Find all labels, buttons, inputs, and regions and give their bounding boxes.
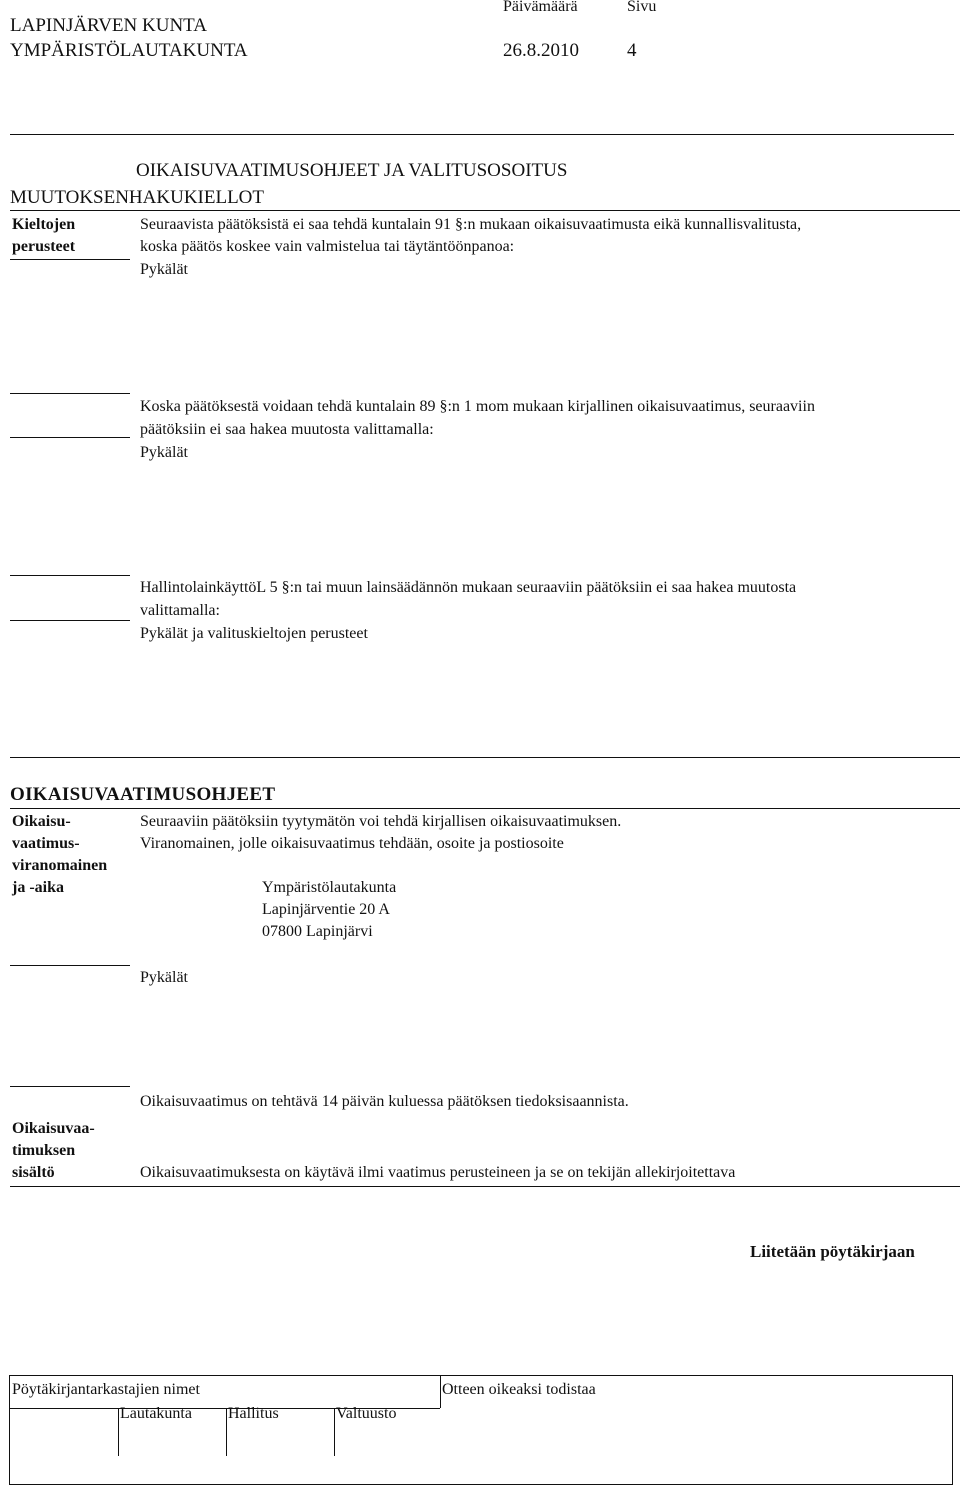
address-line3: 07800 Lapinjärvi xyxy=(262,923,373,940)
rectification-text-line1: Seuraaviin päätöksiin tyytymätön voi tehdä kirjallisen oikaisuvaatimuksen. xyxy=(140,813,622,830)
section2-bottom-divider xyxy=(10,1186,960,1187)
footer-column-divider xyxy=(440,1376,441,1408)
municipality-name: LAPINJÄRVEN KUNTA xyxy=(10,15,207,36)
section1-divider xyxy=(10,210,960,211)
block2-rule-top xyxy=(10,393,130,394)
block1-text-line2: koska päätös koskee vain valmistelua tai täytäntöönpanoa: xyxy=(140,238,515,255)
authority-rule xyxy=(10,965,130,966)
side-label-authority-4: ja -aika xyxy=(12,879,64,896)
board-name: YMPÄRISTÖLAUTAKUNTA xyxy=(10,40,248,61)
side-label-authority-3: viranomainen xyxy=(12,857,108,874)
footer-certified-title: Otteen oikeaksi todistaa xyxy=(442,1381,596,1398)
footer-cell-divider-1 xyxy=(118,1408,119,1456)
side-label-grounds-2: perusteet xyxy=(12,238,76,255)
rectification-sections: Pykälät xyxy=(140,969,188,986)
address-line1: Ympäristölautakunta xyxy=(262,879,397,896)
page-title: OIKAISUVAATIMUSOHJEET JA VALITUSOSOITUS xyxy=(136,160,568,181)
section-heading-prohibitions: MUUTOKSENHAKUKIELLOT xyxy=(10,187,265,208)
side-label-authority-1: Oikaisu- xyxy=(12,813,71,830)
block1-text-line1: Seuraavista päätöksistä ei saa tehdä kuntalain 91 §:n mukaan oikaisuvaatimusta eikä kunnallisvalitusta, xyxy=(140,216,802,233)
block2-sections: Pykälät xyxy=(140,444,188,461)
block3-rule-top xyxy=(10,575,130,576)
date-label: Päivämäärä xyxy=(503,0,578,15)
attach-note: Liitetään pöytäkirjaan xyxy=(750,1242,915,1261)
footer-body-board: Lautakunta xyxy=(120,1405,192,1422)
side-label-authority-2: vaatimus- xyxy=(12,835,80,852)
block2-text-line1: Koska päätöksestä voidaan tehdä kuntalain 89 §:n 1 mom mukaan kirjallinen oikaisuvaatimus, seuraaviin xyxy=(140,398,815,415)
block2-rule-bottom xyxy=(10,437,130,438)
side-label-grounds-1: Kieltojen xyxy=(12,216,76,233)
block2-text-line2: päätöksiin ei saa hakea muutosta valittamalla: xyxy=(140,421,434,438)
footer-cell-divider-2 xyxy=(226,1408,227,1456)
block3-text-line2: valittamalla: xyxy=(140,602,220,619)
side-label-content-3: sisältö xyxy=(12,1164,55,1181)
rectification-content-text: Oikaisuvaatimuksesta on käytävä ilmi vaatimus perusteineen ja se on tekijän allekirjoitettava xyxy=(140,1164,736,1181)
section-heading-rectification: OIKAISUVAATIMUSOHJEET xyxy=(10,784,276,805)
date-value: 26.8.2010 xyxy=(503,40,579,61)
block1-sections: Pykälät xyxy=(140,261,188,278)
header-divider xyxy=(10,134,954,135)
rectification-time-text: Oikaisuvaatimus on tehtävä 14 päivän kuluessa päätöksen tiedoksisaannista. xyxy=(140,1093,629,1110)
block3-sections: Pykälät ja valituskieltojen perusteet xyxy=(140,625,368,642)
footer-cell-divider-3 xyxy=(334,1408,335,1456)
footer-signature-box xyxy=(9,1375,953,1485)
footer-body-council: Valtuusto xyxy=(336,1405,397,1422)
footer-body-government: Hallitus xyxy=(228,1405,279,1422)
side-label-content-2: timuksen xyxy=(12,1142,76,1159)
block3-rule-bottom xyxy=(10,620,130,621)
block3-text-line1: HallintolainkäyttöL 5 §:n tai muun lainsäädännön mukaan seuraaviin päätöksiin ei saa hakea muutosta xyxy=(140,579,797,596)
time-rule xyxy=(10,1086,130,1087)
page-label: Sivu xyxy=(627,0,657,15)
page-number: 4 xyxy=(627,40,637,61)
side-label-content-1: Oikaisuvaa- xyxy=(12,1120,95,1137)
side-label-underline xyxy=(10,259,130,260)
address-line2: Lapinjärventie 20 A xyxy=(262,901,390,918)
section2-divider xyxy=(10,808,960,809)
section2-top-divider xyxy=(10,757,960,758)
rectification-text-line2: Viranomainen, jolle oikaisuvaatimus tehdään, osoite ja postiosoite xyxy=(140,835,564,852)
footer-inspectors-title: Pöytäkirjantarkastajien nimet xyxy=(12,1381,200,1398)
